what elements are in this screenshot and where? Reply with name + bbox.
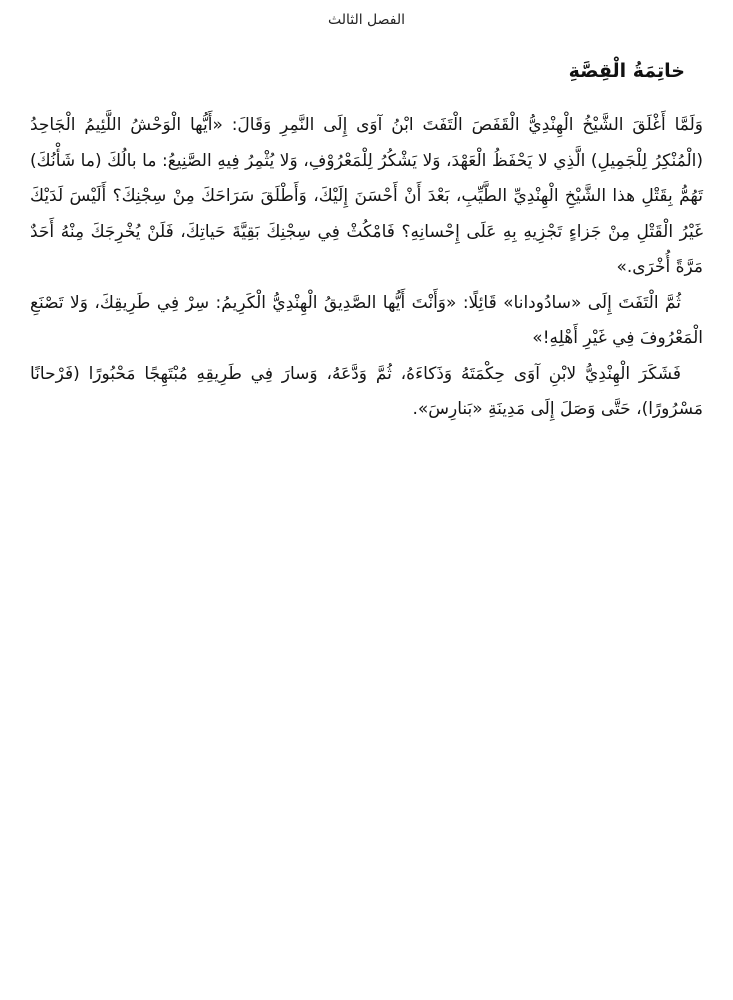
paragraph-2: ثُمَّ الْتَفَتَ إِلَى «سادُودانا» قَائِلًا: «وَأَنْتَ أَيُّها الصَّدِيقُ الْهِنْدِيُّ الْكَرِيمُ: سِرْ فِي طَرِيقِكَ، وَلا تَصْنَعِ الْمَعْرُوفَ فِي غَيْرِ أَهْلِهِ!» [30,292,703,348]
story-body [30,108,703,428]
running-header: الفصل الثالث [327,12,406,28]
section-title: خاتِمَةُ الْقِصَّةِ [568,60,685,82]
paragraph-1: وَلَمَّا أَغْلَقَ الشَّيْخُ الْهِنْدِيُّ الْقَفَصَ الْتَفَتَ ابْنُ آوَى إِلَى النَّمِرِ وَقَالَ: «أَيُّها الْوَحْشُ اللَّئِيمُ الْجَاحِدُ (الْمُنْكِرُ لِلْجَمِيلِ) الَّذِي لا يَحْفَظُ الْعَهْدَ، وَلا يَشْكُرُ لِلْمَعْرُوْفِ، وَلا يُثْمِرُ فِيهِ الصَّنِيعُ: ما بالُكَ (ما شَأْنُكَ) تَهُمُّ بِقَتْلِ هذا الشَّيْخِ الْهِنْدِيِّ الطَّيِّبِ، بَعْدَ أَنْ أَحْسَنَ إِلَيْكَ، وَأَطْلَقَ سَرَاحَكَ مِنْ سِجْنِكَ؟ أَلَيْسَ لَدَيْكَ غَيْرُ الْقَتْلِ مِنْ جَزاءٍ تَجْزِيهِ بِهِ عَلَى إِحْسانِهِ؟ فَامْكُثْ فِي سِجْنِكَ بَقِيَّةَ حَياتِكَ، فَلَنْ يُخْرِجَكَ مِنْهُ أَحَدٌ مَرَّةً أُخْرَى.» [30,115,703,277]
paragraph-3: فَشَكَرَ الْهِنْدِيُّ لابْنِ آوَى حِكْمَتَهُ وَذَكاءَهُ، ثُمَّ وَدَّعَهُ، وَسارَ فِي طَرِيقِهِ مُبْتَهِجًا مَحْبُورًا (فَرْحانًا مَسْرُورًا)، حَتَّى وَصَلَ إِلَى مَدِينَةِ «بَنارِسَ». [30,363,703,419]
